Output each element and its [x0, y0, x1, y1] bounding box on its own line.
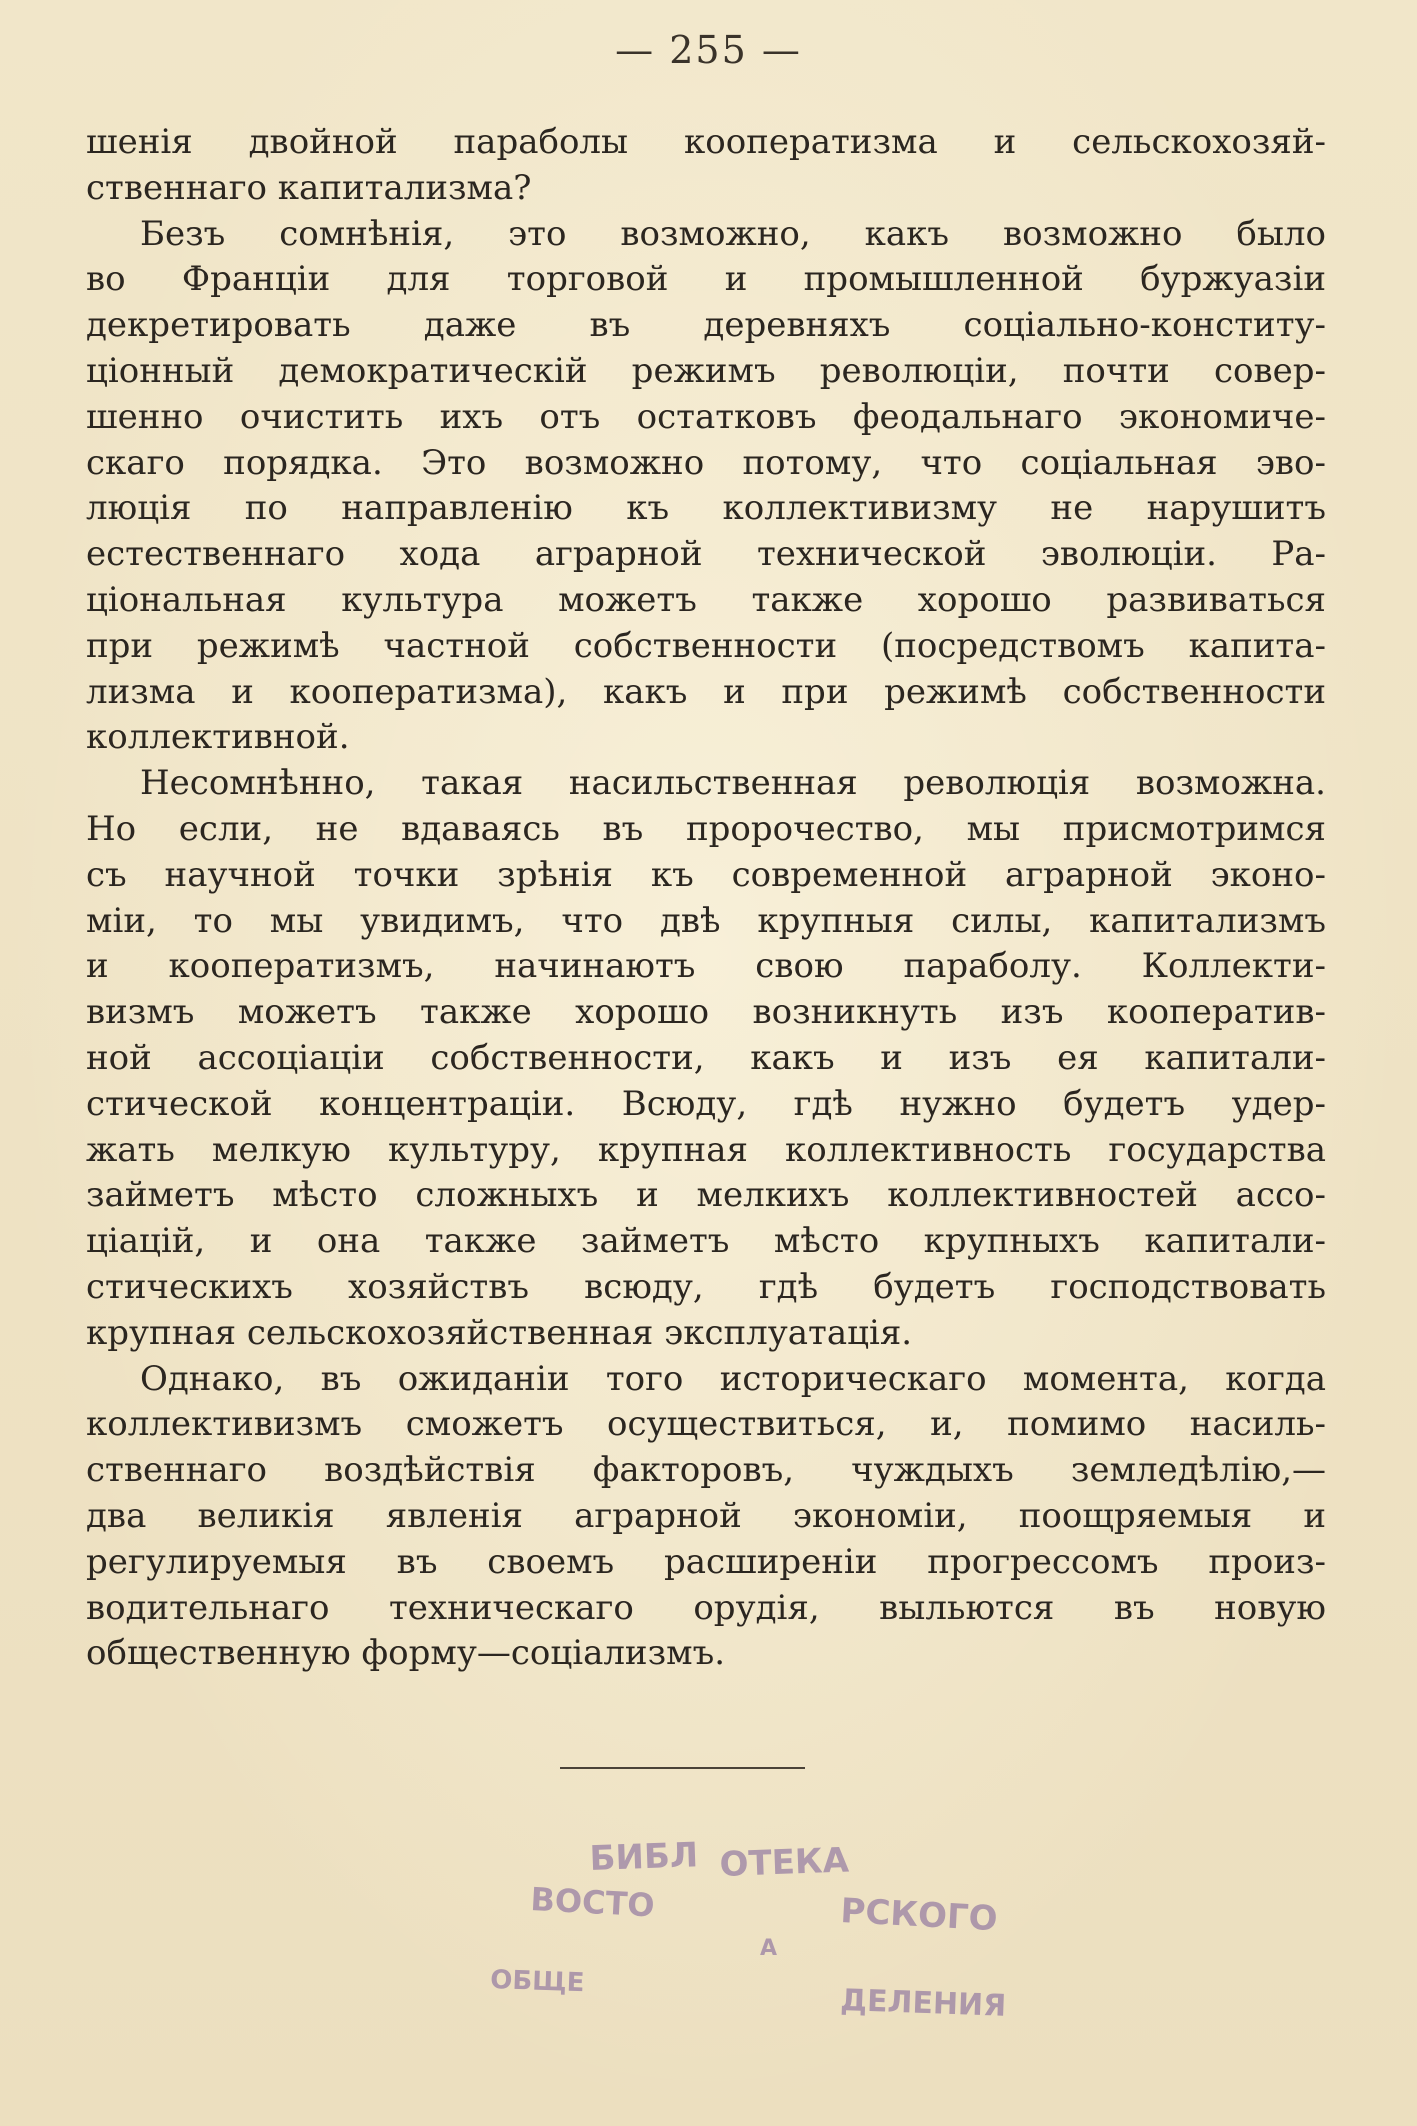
text-line: ціональная культура можетъ также хорошо развиваться: [86, 579, 1326, 620]
text-line: займетъ мѣсто сложныхъ и мелкихъ коллективностей ассо-: [86, 1175, 1326, 1216]
stamp-fragment: ОТЕКА: [718, 1840, 850, 1885]
text-line: ной ассоціаціи собственности, какъ и изъ ея капитали-: [86, 1037, 1326, 1078]
text-line: крупная сельскохозяйственная эксплуатація.: [86, 1312, 913, 1353]
text-line: шенія двойной параболы кооператизма и сельскохозяй-: [86, 122, 1326, 162]
text-line: Безъ сомнѣнія, это возможно, какъ возможно было: [140, 213, 1326, 254]
text-line: люція по направленію къ коллективизму не нарушитъ: [86, 488, 1326, 529]
text-line: Но если, не вдаваясь въ пророчество, мы присмотримся: [86, 808, 1326, 849]
stamp-fragment: ОБЩЕ: [489, 1965, 585, 1999]
text-line: и кооператизмъ, начинаютъ свою параболу. Коллекти-: [86, 946, 1326, 987]
text-line: стической концентраціи. Всюду, гдѣ нужно будетъ удер-: [86, 1083, 1326, 1124]
text-line: ціацій, и она также займетъ мѣсто крупныхъ капитали-: [86, 1221, 1326, 1262]
text-line: регулируемыя въ своемъ расширеніи прогрессомъ произ-: [86, 1541, 1326, 1582]
text-line: Несомнѣнно, такая насильственная революція возможна.: [140, 763, 1326, 804]
text-line: скаго порядка. Это возможно потому, что соціальная эво-: [86, 442, 1326, 483]
stamp-fragment: РСКОГО: [839, 1891, 999, 1940]
text-line: общественную форму—соціализмъ.: [86, 1633, 726, 1674]
text-line: естественнаго хода аграрной технической эволюціи. Ра-: [86, 534, 1326, 575]
text-line: коллективизмъ сможетъ осуществиться, и, помимо насиль-: [86, 1404, 1326, 1445]
text-line: ціонный демократическій режимъ революціи, почти совер-: [86, 350, 1326, 391]
text-line: ственнаго воздѣйствія факторовъ, чуждыхъ земледѣлію,—: [86, 1450, 1326, 1491]
text-line: стическихъ хозяйствъ всюду, гдѣ будетъ господствовать: [86, 1266, 1326, 1307]
text-line: два великія явленія аграрной экономіи, поощряемыя и: [86, 1495, 1326, 1536]
text-line: съ научной точки зрѣнія къ современной аграрной эконо-: [86, 854, 1326, 895]
stamp-fragment: ДЕЛЕНИЯ: [839, 1983, 1007, 2024]
text-line: Однако, въ ожиданіи того историческаго момента, когда: [140, 1358, 1326, 1399]
text-line: во Франціи для торговой и промышленной буржуазіи: [86, 259, 1326, 300]
stamp-fragment: А: [760, 1936, 778, 1961]
text-line: водительнаго техническаго орудія, выльются въ новую: [86, 1587, 1326, 1628]
library-stamp: [460, 1810, 1080, 2030]
section-divider: [560, 1767, 805, 1769]
text-line: визмъ можетъ также хорошо возникнуть изъ кооператив-: [86, 992, 1326, 1033]
text-line: міи, то мы увидимъ, что двѣ крупныя силы, капитализмъ: [86, 900, 1326, 941]
text-line: ственнаго капитализма?: [86, 167, 532, 208]
stamp-fragment: БИБЛ: [588, 1835, 699, 1879]
text-line: шенно очистить ихъ отъ остатковъ феодальнаго экономиче-: [86, 396, 1326, 437]
text-line: коллективной.: [86, 717, 350, 758]
stamp-fragment: ВОСТО: [529, 1880, 656, 1925]
body-text: [86, 120, 1326, 1677]
text-line: при режимѣ частной собственности (посредствомъ капита-: [86, 625, 1326, 666]
text-line: жать мелкую культуру, крупная коллективность государства: [86, 1129, 1326, 1170]
text-line: декретировать даже въ деревняхъ соціально-конститу-: [86, 305, 1326, 346]
page-number: — 255 —: [615, 28, 802, 72]
text-line: лизма и кооператизма), какъ и при режимѣ собственности: [86, 671, 1326, 712]
